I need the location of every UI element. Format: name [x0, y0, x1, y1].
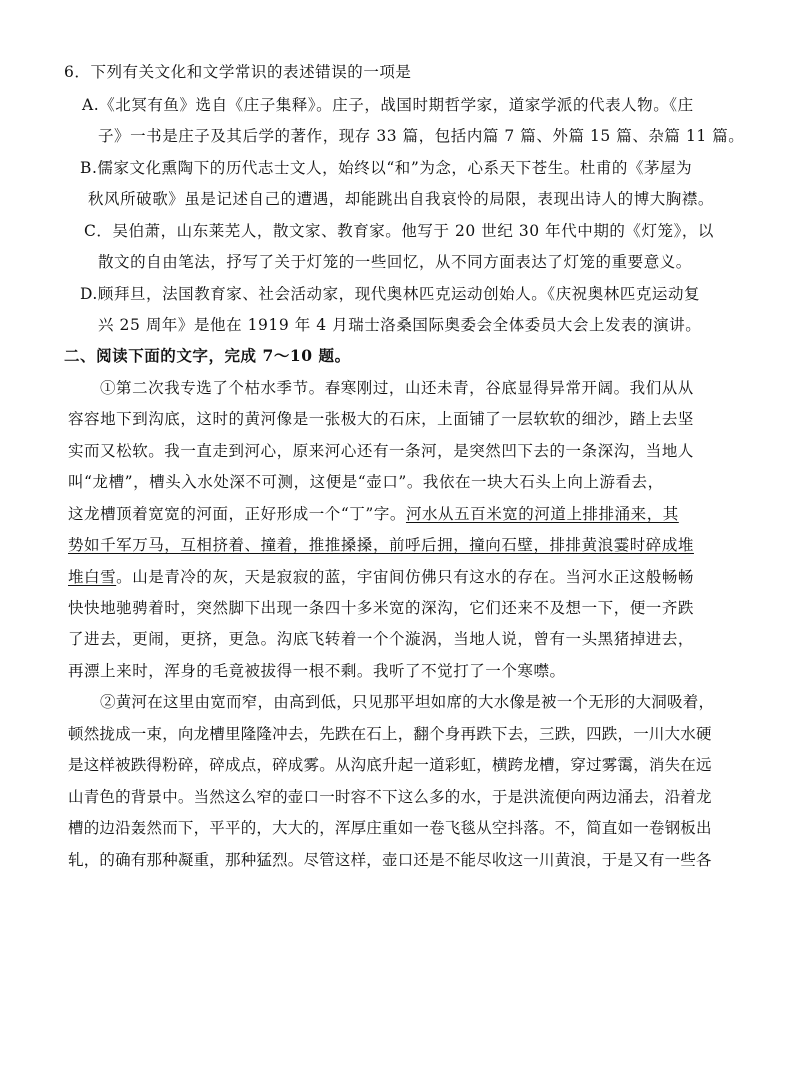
passage-p1-line-5: [68, 504, 679, 524]
option-c-line-1: C．吴伯萧，山东莱芜人，散文家、教育家。他写于 20 世纪 30 年代中期的《灯笼》，以: [84, 222, 714, 240]
underlined-sentence-part-3: 堆白雪: [68, 568, 117, 586]
section-2-heading: 二、阅读下面的文字，完成 7～10 题。: [64, 346, 351, 365]
option-c-line-2: 散文的自由笔法，抒写了关于灯笼的一些回忆，从不同方面表达了灯笼的重要意义。: [98, 253, 692, 271]
passage-p1-line-1: ①第二次我专选了个枯水季节。春寒刚过，山还未青，谷底显得异常开阔。我们从从: [100, 379, 694, 397]
passage-p1-line-5-plain: 这龙槽顶着宽宽的河面，正好形成一个“丁”字。: [68, 505, 406, 523]
underlined-sentence-part-2: 势如千军万马，互相挤着、撞着，推推搡搡，前呼后拥，撞向石壁，排排黄浪霎时碎成堆: [68, 536, 694, 554]
passage-p2-line-2: 顿然拢成一束，向龙槽里隆隆冲去，先跌在石上，翻个身再跌下去，三跌，四跌，一川大水硬: [68, 725, 712, 743]
passage-p1-line-3: 实而又松软。我一直走到河心，原来河心还有一条河，是突然凹下去的一条深沟，当地人: [68, 442, 694, 460]
option-a-line-1: A.《北冥有鱼》选自《庄子集释》。庄子，战国时期哲学家，道家学派的代表人物。《庄: [82, 96, 694, 114]
passage-p1-line-8: 快快地驰骋着时，突然脚下出现一条四十多米宽的深沟，它们还来不及想一下，便一齐跌: [68, 599, 694, 617]
passage-p2-line-5: 槽的边沿轰然而下，平平的，大大的，浑厚庄重如一卷飞毯从空抖落。不，简直如一卷钢板出: [68, 819, 712, 837]
passage-p1-line-2: 容容地下到沟底，这时的黄河像是一张极大的石床，上面铺了一层软软的细沙，踏上去坚: [68, 410, 694, 428]
question-6-stem: 6．下列有关文化和文学常识的表述错误的一项是: [64, 63, 412, 81]
passage-p2-line-3: 是这样被跌得粉碎，碎成点，碎成雾。从沟底升起一道彩虹，横跨龙槽，穿过雾霭，消失在远: [68, 756, 712, 774]
passage-p1-line-9: 了进去，更闹，更挤，更急。沟底飞转着一个个漩涡，当地人说，曾有一头黑猪掉进去，: [68, 630, 694, 648]
option-b-line-1: B.儒家文化熏陶下的历代志士文人，始终以“和”为念，心系天下苍生。杜甫的《茅屋为: [80, 159, 693, 177]
passage-p1-line-7: [68, 567, 694, 587]
passage-p1-line-10: 再漂上来时，浑身的毛竟被拔得一根不剩。我听了不觉打了一个寒噤。: [68, 662, 566, 680]
option-a-line-2: 子》一书是庄子及其后学的著作，现存 33 篇，包括内篇 7 篇、外篇 15 篇、杂篇 11 篇。: [98, 127, 745, 145]
option-d-line-1: D.顾拜旦，法国教育家、社会活动家，现代奥林匹克运动创始人。《庆祝奥林匹克运动复: [80, 285, 701, 303]
passage-p1-line-4: 叫“龙槽”，槽头入水处深不可测，这便是“壶口”。我依在一块大石头上向上游看去，: [68, 473, 664, 491]
underlined-sentence-part-1: 河水从五百米宽的河道上排排涌来，其: [405, 505, 679, 523]
passage-p2-line-4: 山青色的背景中。当然这么窄的壶口一时容不下这么多的水，于是洪流便向两边涌去，沿着龙: [68, 788, 712, 806]
passage-p2-line-1: ②黄河在这里由宽而窄，由高到低，只见那平坦如席的大水像是被一个无形的大洞吸着，: [100, 693, 715, 711]
passage-p1-line-7-plain: 。山是青冷的灰，天是寂寂的蓝，宇宙间仿佛只有这水的存在。当河水正这般畅畅: [116, 568, 694, 586]
option-d-line-2: 兴 25 周年》是他在 1919 年 4 月瑞士洛桑国际奥委会全体委员大会上发表的演讲。: [98, 316, 702, 334]
option-b-line-2: 秋风所破歌》虽是记述自己的遭遇，却能跳出自我哀怜的局限，表现出诗人的博大胸襟。: [88, 190, 714, 208]
passage-p2-line-6: 轧，的确有那种凝重，那种猛烈。尽管这样，壶口还是不能尽收这一川黄浪，于是又有一些各: [68, 851, 712, 869]
